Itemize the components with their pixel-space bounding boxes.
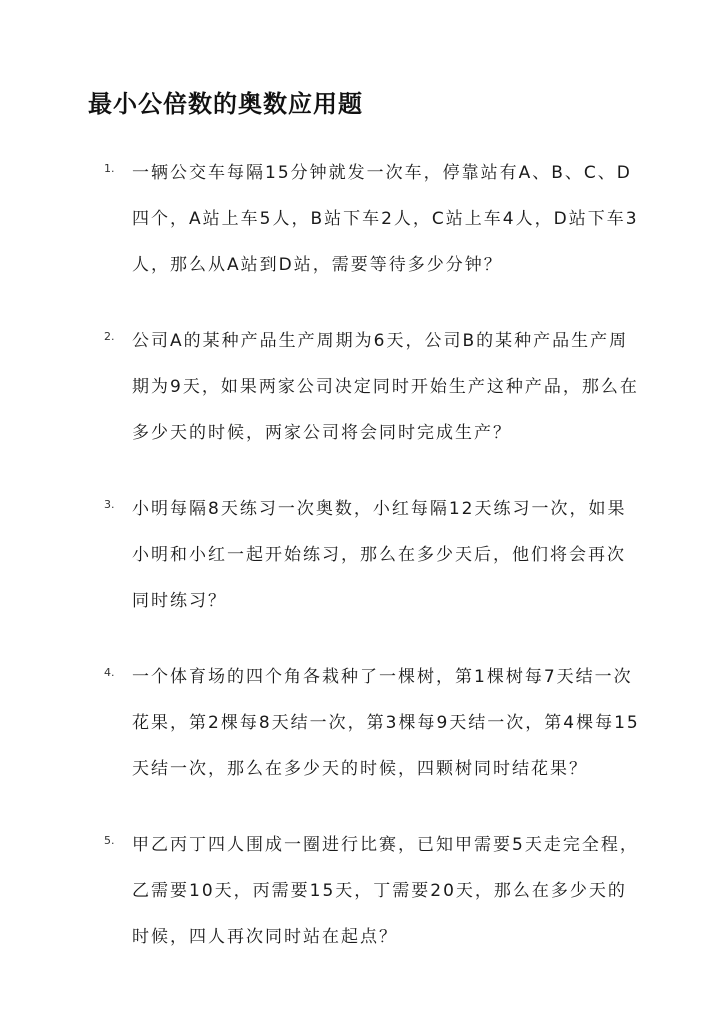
problem-text: 公司A的某种产品生产周期为6天，公司B的某种产品生产周期为9天，如果两家公司决定同时开始生产这种产品，那么在多少天的时候，两家公司将会同时完成生产？	[132, 331, 639, 443]
problem-text: 一辆公交车每隔15分钟就发一次车，停靠站有A、B、C、D四个，A站上车5人，B站下车2人，C站上车4人，D站下车3人，那么从A站到D站，需要等待多少分钟？	[132, 163, 639, 275]
problem-number: 2.	[104, 330, 115, 343]
problem-text: 一个体育场的四个角各栽种了一棵树，第1棵树每7天结一次花果，第2棵每8天结一次，第3棵每9天结一次，第4棵每15天结一次，那么在多少天的时候，四颗树同时结花果？	[132, 667, 640, 779]
problem-text: 小明每隔8天练习一次奥数，小红每隔12天练习一次，如果小明和小红一起开始练习，那么在多少天后，他们将会再次同时练习？	[132, 499, 627, 611]
problem-item-5	[104, 822, 644, 960]
problem-number: 5.	[104, 834, 115, 847]
problem-item-1	[104, 150, 644, 288]
problem-number: 3.	[104, 498, 115, 511]
problem-number: 1.	[104, 162, 115, 175]
problem-item-2	[104, 318, 644, 456]
problem-item-4	[104, 654, 644, 792]
problem-number: 4.	[104, 666, 115, 679]
document-title: 最小公倍数的奥数应用题	[88, 89, 363, 118]
problem-list	[104, 150, 644, 990]
problem-text: 甲乙丙丁四人围成一圈进行比赛，已知甲需要5天走完全程，乙需要10天，丙需要15天，丁需要20天，那么在多少天的时候，四人再次同时站在起点？	[132, 835, 639, 947]
problem-item-3	[104, 486, 644, 624]
